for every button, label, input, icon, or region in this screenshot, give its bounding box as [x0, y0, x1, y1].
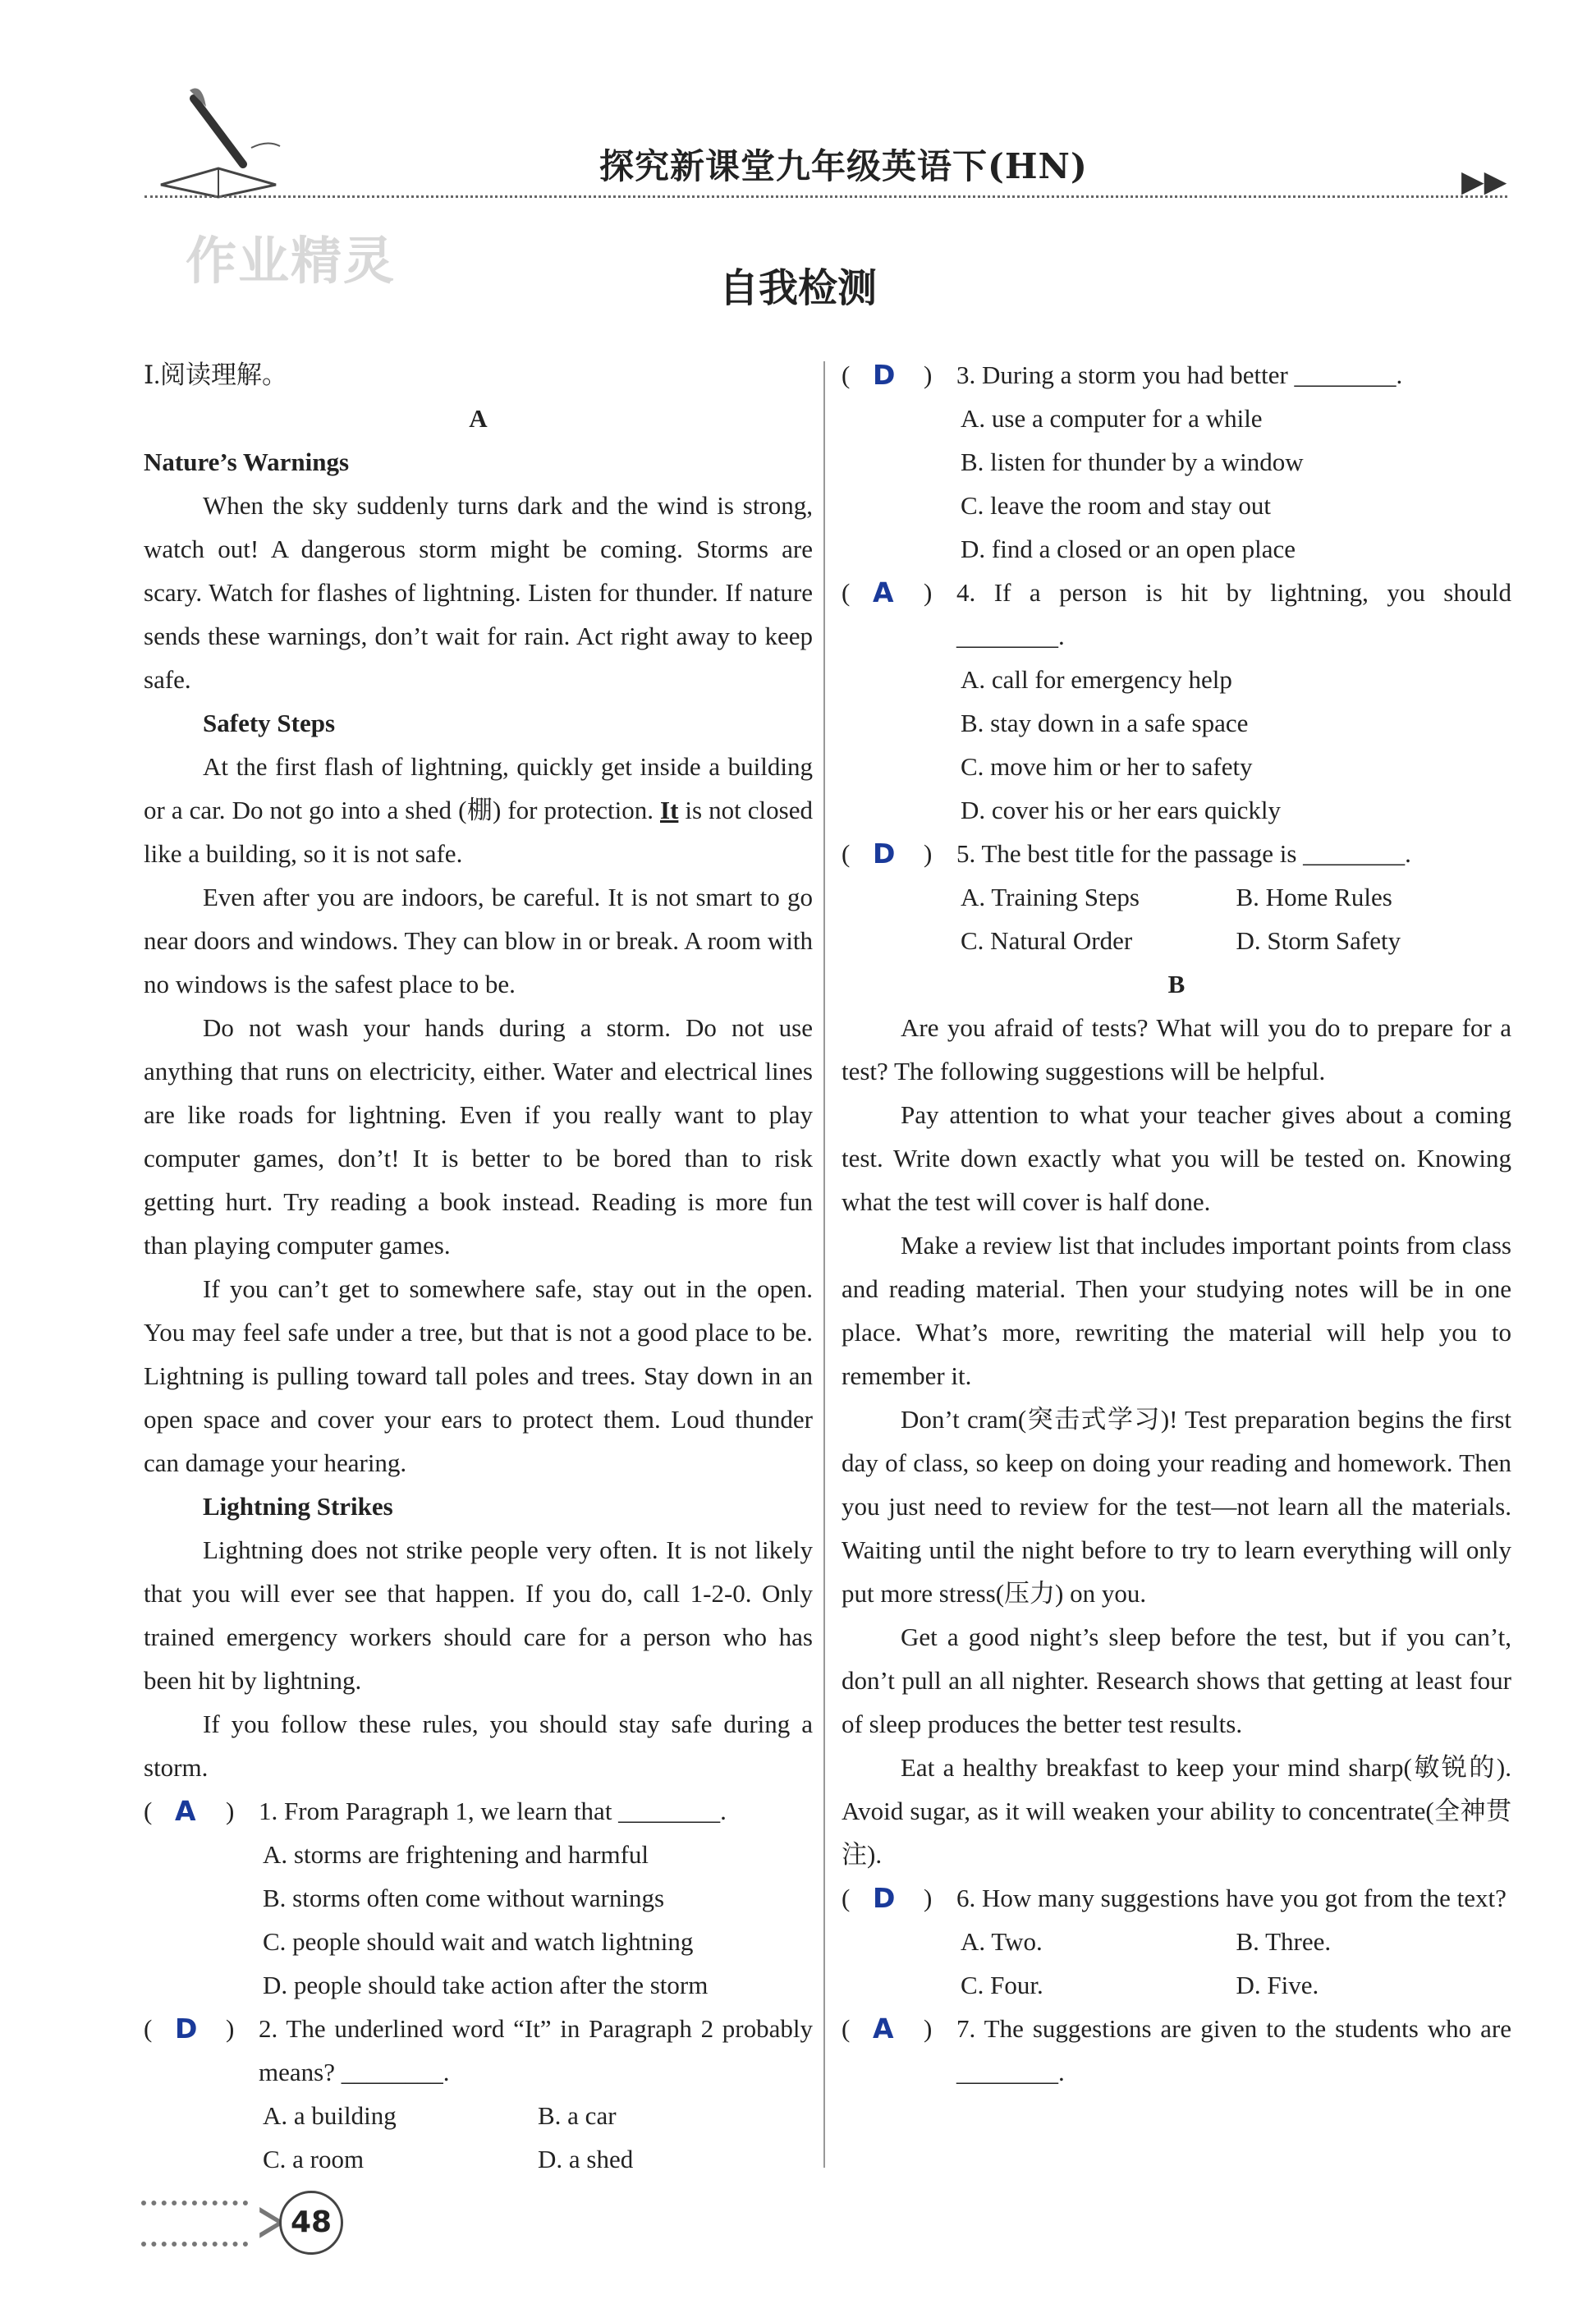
option: D. Storm Safety [1236, 926, 1401, 955]
question-text: 1. From Paragraph 1, we learn that ________. [259, 1797, 727, 1825]
question: ( A ) 7. The suggestions are given to the students who are ________. [842, 2007, 1511, 2094]
underlined-word: It [660, 796, 679, 824]
question: ( D ) 3. During a storm you had better ________. [842, 353, 1511, 397]
answer-mark: A [873, 576, 894, 608]
question: ( A ) 1. From Paragraph 1, we learn that ________. [144, 1789, 813, 1833]
option: C. people should wait and watch lightning [263, 1927, 694, 1956]
question-text: 3. During a storm you had better ________. [956, 360, 1403, 389]
option-row [961, 1920, 1511, 1963]
option-row [961, 919, 1511, 962]
answer-mark: D [873, 1882, 896, 1914]
question: ( D ) 6. How many suggestions have you got from the text? [842, 1876, 1511, 1920]
option: A. Two. [961, 1927, 1043, 1956]
option: B. listen for thunder by a window [961, 447, 1304, 476]
passage-a-subheading: Safety Steps [203, 709, 336, 737]
answer-mark: D [873, 359, 896, 391]
option: C. leave the room and stay out [961, 491, 1271, 520]
passage-a-paragraph: Do not wash your hands during a storm. Do not use anything that runs on electricity, either. Water and electrical lines are like roads for lightning. Even if you really want to play computer games, don’t! It is better to be bored than to risk getting hurt. Try reading a book instead. Reading is more fun than playing computer games. [144, 1013, 813, 1260]
option: C. Natural Order [961, 926, 1133, 955]
chevron-right-icon: > [255, 2187, 285, 2255]
answer-mark: D [873, 838, 896, 870]
option: B. a car [538, 2101, 617, 2130]
question-text: 6. How many suggestions have you got from the text? [956, 1884, 1507, 1912]
option: A. storms are frightening and harmful [263, 1840, 649, 1869]
passage-b-paragraph: Pay attention to what your teacher gives about a coming test. Write down exactly what you will be tested on. Knowing what the test will cover is half done. [842, 1100, 1511, 1216]
passage-text: At the first flash of lightning, quickly get inside a building or a car. Do not go into a shed (棚) for protection. [144, 752, 813, 824]
passage-a-paragraph: If you follow these rules, you should stay safe during a storm. [144, 1710, 813, 1782]
question: ( D ) 5. The best title for the passage is ________. [842, 832, 1511, 875]
option: D. find a closed or an open place [961, 535, 1296, 563]
option: B. Home Rules [1236, 883, 1392, 911]
watermark: 作业精灵 [186, 231, 397, 291]
column-divider [823, 361, 825, 2168]
option: D. cover his or her ears quickly [961, 796, 1281, 824]
passage-a-paragraph: Even after you are indoors, be careful. It is not smart to go near doors and windows. They can blow in or break. A room with no windows is the safest place to be. [144, 883, 813, 998]
left-column [144, 353, 813, 2181]
passage-b-paragraph: Get a good night’s sleep before the test, but if you can’t, don’t pull an all nighter. Research shows that getting at least four of sleep produces the better test results. [842, 1622, 1511, 1738]
option: B. Three. [1236, 1927, 1332, 1956]
passage-b-paragraph: Are you afraid of tests? What will you do to prepare for a test? The following suggestions will be helpful. [842, 1013, 1511, 1085]
option-row [263, 2094, 813, 2137]
question: ( A ) 4. If a person is hit by lightning, you should ________. [842, 571, 1511, 658]
answer-mark: A [873, 2013, 894, 2045]
question-text: 5. The best title for the passage is ________. [956, 839, 1411, 868]
option: A. use a computer for a while [961, 404, 1263, 433]
option: C. move him or her to safety [961, 752, 1253, 781]
option: C. a room [263, 2145, 365, 2173]
option: B. storms often come without warnings [263, 1884, 665, 1912]
question-text: 7. The suggestions are given to the students who are ________. [956, 2014, 1511, 2086]
question: ( D ) 2. The underlined word “It” in Paragraph 2 probably means? ________. [144, 2007, 813, 2094]
option: B. stay down in a safe space [961, 709, 1249, 737]
passage-a-paragraph: When the sky suddenly turns dark and the wind is strong, watch out! A dangerous storm might be coming. Storms are scary. Watch for flashes of lightning. Listen for thunder. If nature sends these warnings, don’t wait for rain. Act right away to keep safe. [144, 491, 813, 694]
passage-a-paragraph [144, 745, 813, 875]
option-row [263, 2137, 813, 2181]
passage-a-label: A [469, 404, 488, 433]
section-title: 自我检测 [718, 265, 877, 311]
option: C. Four. [961, 1971, 1043, 1999]
passage-a-subheading: Lightning Strikes [203, 1492, 393, 1521]
header-divider [144, 195, 1507, 198]
footer-dots [141, 2201, 248, 2247]
passage-b-paragraph: Eat a healthy breakfast to keep your mind sharp(敏锐的). Avoid sugar, as it will weaken your ability to concentrate(全神贯注). [842, 1753, 1511, 1869]
option: D. a shed [538, 2145, 634, 2173]
question-text: 4. If a person is hit by lightning, you should ________. [956, 578, 1511, 650]
passage-b-label: B [1167, 970, 1186, 998]
answer-mark: A [175, 1795, 196, 1827]
option: A. a building [263, 2101, 397, 2130]
option: A. call for emergency help [961, 665, 1232, 694]
passage-a-paragraph: If you can’t get to somewhere safe, stay out in the open. You may feel safe under a tree, but that is not a good place to be. Lightning is pulling toward tall poles and trees. Stay down in an open space and cover your ears to protect them. Loud thunder can damage your hearing. [144, 1274, 813, 1477]
option-row [961, 875, 1511, 919]
option: A. Training Steps [961, 883, 1140, 911]
passage-b-paragraph: Don’t cram(突击式学习)! Test preparation begins the first day of class, so keep on doing your reading and homework. Then you just need to review for the test—not learn all the materials. Waiting until the night before to try to learn everything will only put more stress(压力) on you. [842, 1405, 1511, 1608]
option: D. people should take action after the storm [263, 1971, 709, 1999]
part-title: Ⅰ.阅读理解。 [144, 360, 287, 389]
pen-book-logo-icon [144, 82, 284, 205]
passage-b-paragraph: Make a review list that includes important points from class and reading material. Then your studying notes will be in one place. What’s more, rewriting the material will help you to remember it. [842, 1231, 1511, 1390]
answer-mark: D [175, 2013, 198, 2045]
book-title: 探究新课堂九年级英语下(HN) [599, 146, 1088, 186]
passage-a-title: Nature’s Warnings [144, 447, 350, 476]
question-text: 2. The underlined word “It” in Paragraph 2 probably means? ________. [259, 2014, 813, 2086]
option: D. Five. [1236, 1971, 1319, 1999]
passage-a-paragraph: Lightning does not strike people very often. It is not likely that you will ever see that happen. If you do, call 1-2-0. Only trained emergency workers should care for a person who has been hit by lightning. [144, 1535, 813, 1695]
right-column [842, 353, 1511, 2094]
option-row [961, 1963, 1511, 2007]
page-number: 48 [279, 2191, 343, 2255]
forward-arrows-icon: ▶▶ [1461, 165, 1507, 198]
passage-text: is not closed like a building, so it is not safe. [144, 796, 813, 868]
